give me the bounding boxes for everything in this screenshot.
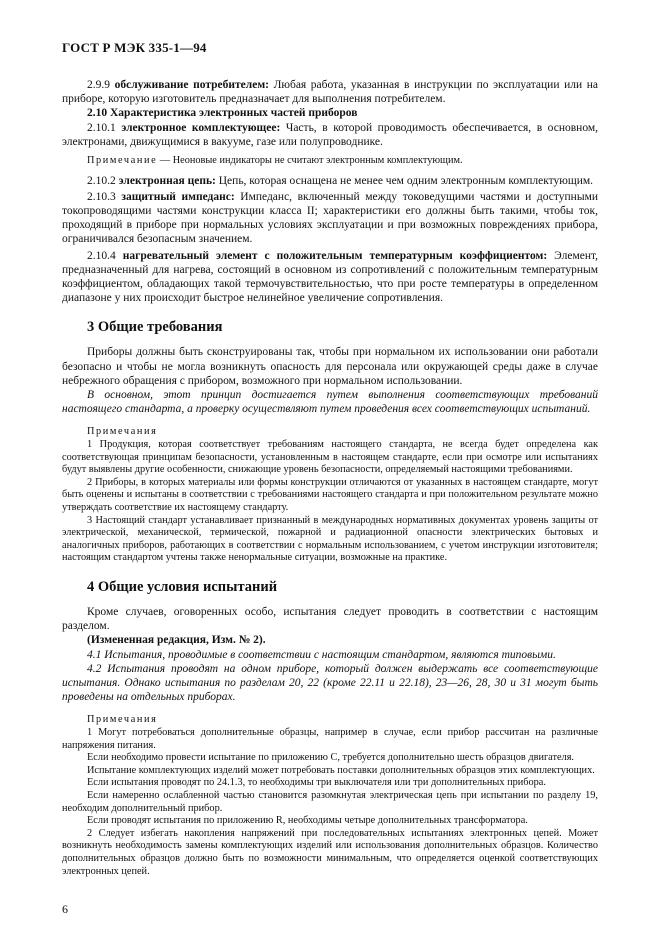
section-3-note-3: 3 Настоящий стандарт устанавливает признанный в международных нормативных документах уровень защиты от электрической, механической, термической, пожарной и радиационной опасности электрических бытовых и аналогичных приборов, работающих в соответствии с нормальным использованием, с учетом инструкции изготовителя; настоящим стандартом учтены также ненормальные ситуации, возможные на практике. bbox=[62, 514, 598, 564]
clause-2-10-3: 2.10.3 защитный импеданс: Импеданс, включенный между токоведущими частями и доступными токопроводящими частями конструкции класса II; характеристики его должны быть такими, чтобы ток, проходящий в приборе при нормальных условиях эксплуатации и при возможных повреждениях прибора, ограничивался безопасным значением. bbox=[62, 190, 598, 246]
section-4-note-1a: 1 Могут потребоваться дополнительные образцы, например в случае, если прибор рассчитан на различные напряжения питания. bbox=[62, 727, 598, 751]
clause-2-10-1: 2.10.1 электронное комплектующее: Часть, в которой проводимость обеспечивается, в основном, электронами, движущимися в вакууме, газе или полупроводнике. bbox=[62, 121, 598, 148]
note-2-10-1: Примечание — Неоновые индикаторы не считают электронным комплектующим. bbox=[87, 155, 463, 167]
clause-2-10-4: 2.10.4 нагревательный элемент с положительным температурным коэффициентом: Элемент, предназначенный для нагрева, состоящий в основном из сопротивлений с положительным температурным коэффициентом, обладающих такой термочувствительностью, что при росте температуры в определенном диапазоне у них происходит быстрое нелинейное увеличение сопротивления. bbox=[62, 249, 599, 305]
section-3-italic-paragraph: В основном, этот принцип достигается путем выполнения соответствующих требований настоящего стандарта, а проверку осуществляют путем проведения всех соответствующих испытаний. bbox=[62, 389, 598, 416]
section-3-title: 3 Общие требования bbox=[87, 319, 223, 336]
section-3-paragraph: Приборы должны быть сконструированы так, чтобы при нормальном их использовании они работали безопасно и чтобы не могла возникнуть опасность для персонала или окружающей среды даже в случае небрежного обращения с прибором, возможного при нормальном использовании. bbox=[62, 346, 598, 387]
page-header: ГОСТ Р МЭК 335-1—94 bbox=[62, 40, 207, 55]
section-4-note-1e: Если намеренно ослабленной частью становится разомкнутая электрическая цепь при испытании по разделу 19, необходим дополнительный прибор. bbox=[62, 789, 598, 814]
section-3-note-1: 1 Продукция, которая соответствует требованиям настоящего стандарта, не всегда будет определена как соответствующая принципам безопасности, установленным в настоящем стандарте, если при осмотре или испытаниях будут выявлены другие особенности, снижающие уровень безопасности, определяемый настоящими требованиями. bbox=[62, 439, 598, 476]
clause-2-10-2: 2.10.2 электронная цепь: Цепь, которая оснащена не менее чем одним электронным комплектующим. bbox=[87, 174, 594, 187]
section-4-paragraph: Кроме случаев, оговоренных особо, испытания следует проводить в соответствии с настоящим разделом. bbox=[62, 605, 598, 633]
clause-2-9-9: 2.9.9 обслуживание потребителем: Любая работа, указанная в инструкции по эксплуатации или на приборе, которую изготовитель предназначает для выполнения потребителем. bbox=[62, 79, 598, 106]
section-4-note-1c: Испытание комплектующих изделий может потребовать поставки дополнительных образцов этих комплектующих. bbox=[87, 764, 595, 776]
section-4-note-1f: Если проводят испытания по приложению R, необходимы четыре дополнительных трансформатора. bbox=[87, 815, 528, 827]
section-4-note-1b: Если необходимо провести испытание по приложению С, требуется дополнительно шесть образцов двигателя. bbox=[87, 752, 575, 764]
section-4-note-1d: Если испытания проводят по 24.1.3, то необходимы три выключателя или три дополнительных прибора. bbox=[87, 777, 546, 789]
section-4-note-2: 2 Следует избегать накопления напряжений при последовательных испытаниях электронных цепей. Может возникнуть необходимость замены комплектующих изделий или использования дополнительных образцов. Количество дополнительных образцов должно быть по возможности минимальным, что определяется оценкой соответствующих электронных цепей. bbox=[62, 827, 598, 877]
clause-4-1: 4.1 Испытания, проводимые в соответствии с настоящим стандартом, являются типовыми. bbox=[87, 648, 556, 661]
clause-2-10-heading: 2.10 Характеристика электронных частей приборов bbox=[87, 107, 358, 120]
section-4-title: 4 Общие условия испытаний bbox=[87, 578, 278, 595]
section-4-notes-label: Примечания bbox=[87, 714, 158, 726]
clause-4-2: 4.2 Испытания проводят на одном приборе, который должен выдержать все соответствующие испытания. Однако испытания по разделам 20, 22 (кроме 22.11 и 22.18), 23—26, 28, 30 и 31 могут быть проведены на отдельных приборах. bbox=[62, 662, 598, 704]
page-number: 6 bbox=[62, 902, 68, 916]
section-3-note-2: 2 Приборы, в которых материалы или формы конструкции отличаются от указанных в настоящем стандарте, могут быть оценены и испытаны в соответствии с требованиями настоящего стандарта и при положительном результате можно утверждать соответствие их настоящему стандарту. bbox=[62, 476, 598, 514]
revision-note: (Измененная редакция, Изм. № 2). bbox=[87, 634, 266, 647]
section-3-notes-label: Примечания bbox=[87, 426, 158, 438]
document-body bbox=[62, 78, 598, 878]
